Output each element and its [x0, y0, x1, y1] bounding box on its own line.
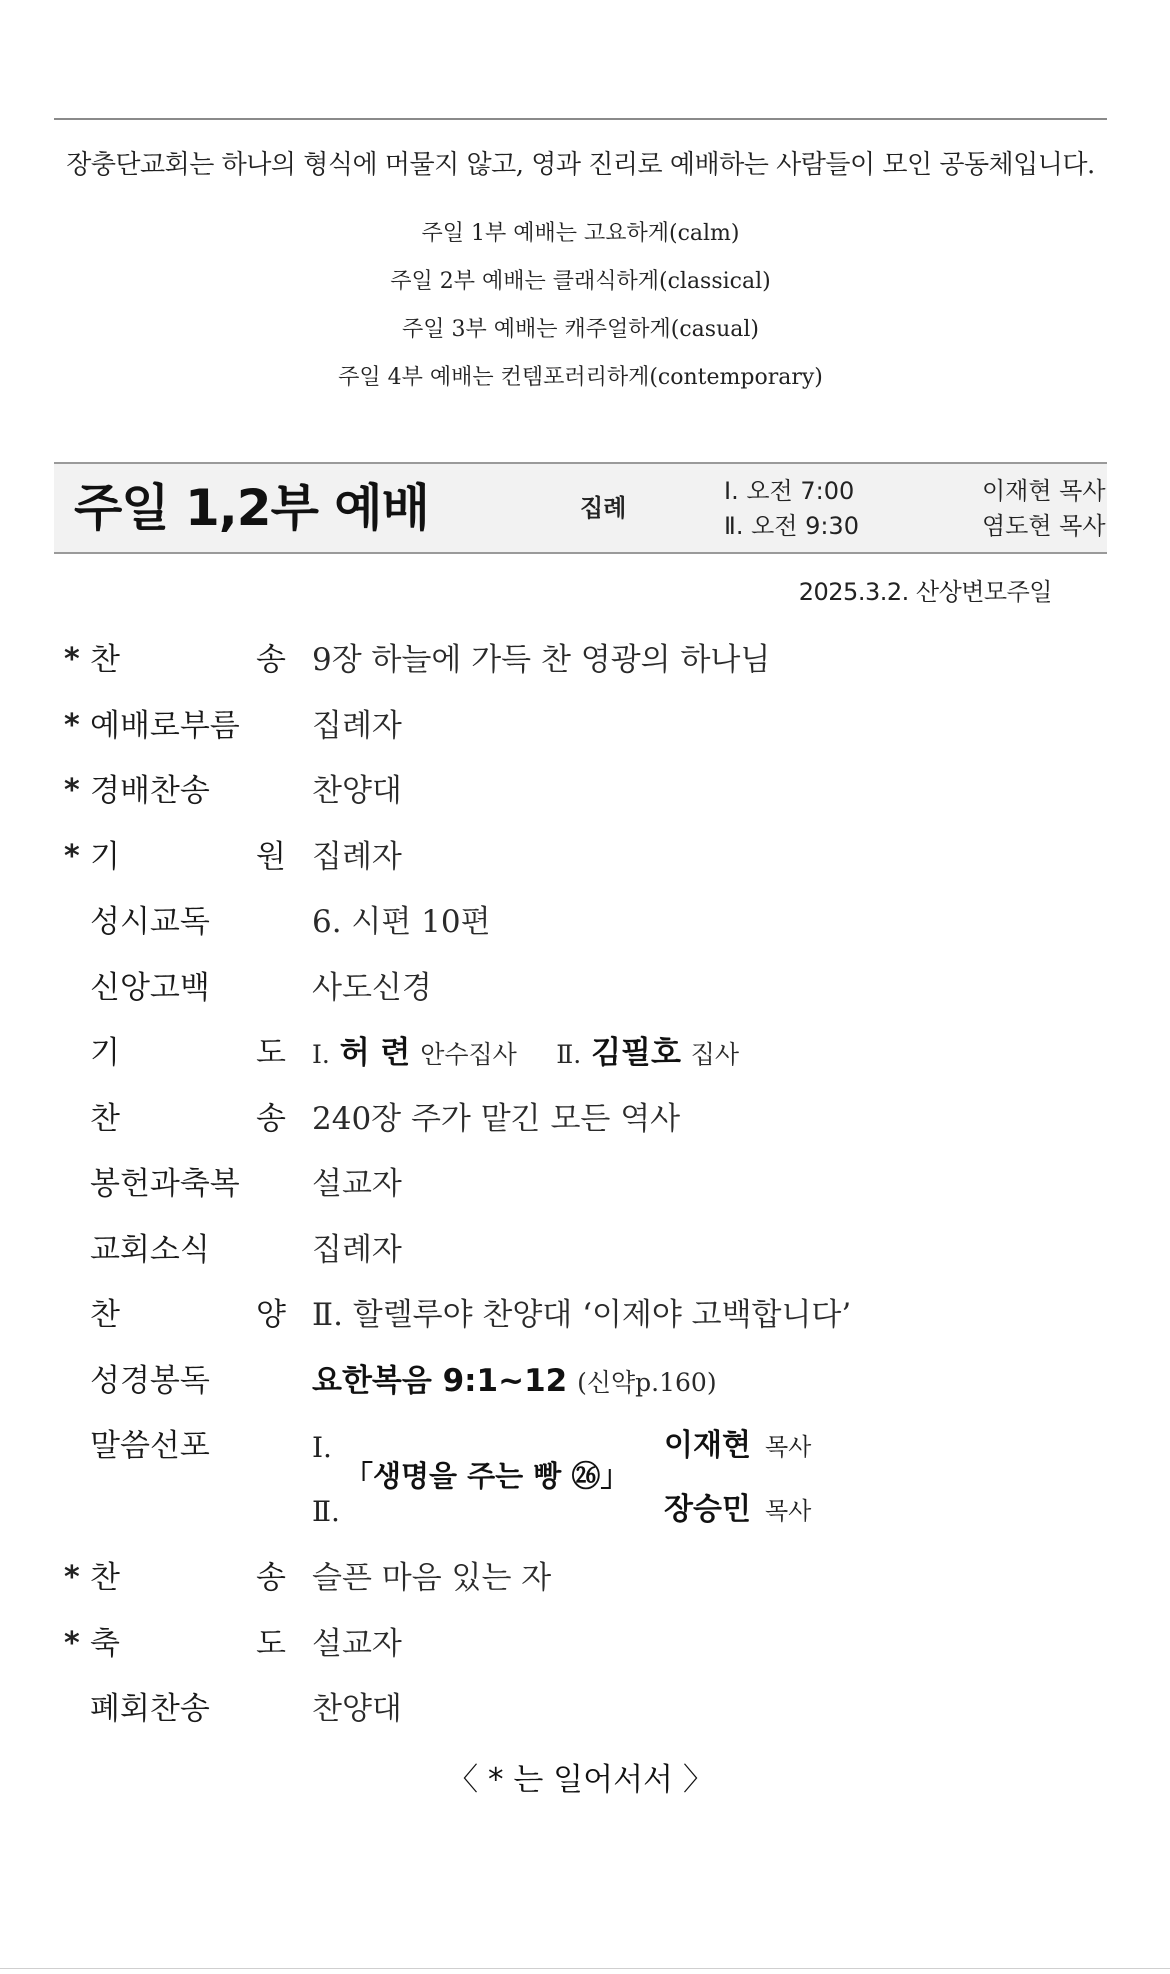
scripture-page: (신약p.160)	[577, 1367, 717, 1397]
sermon-preacher	[664, 1426, 811, 1467]
order-label: 교회소식	[90, 1231, 210, 1268]
preacher-role: 목사	[764, 1497, 812, 1525]
service-style-2: 주일 2부 예배는 클래식하게(classical)	[390, 269, 771, 294]
service-time: Ⅱ. 오전 9:30	[724, 512, 859, 540]
order-label	[90, 1097, 286, 1141]
order-label: 말씀선포	[90, 1428, 210, 1464]
service-header	[54, 462, 1107, 554]
service-time-row	[724, 474, 1124, 509]
order-content: 설교자	[312, 1625, 402, 1662]
order-item-closing-hymn	[64, 1683, 1104, 1749]
order-content: 설교자	[312, 1166, 402, 1202]
service-style-1: 주일 1부 예배는 고요하게(calm)	[421, 221, 740, 246]
order-item-offering	[64, 1158, 1104, 1224]
service-officiant: 이재현 목사	[982, 477, 1106, 505]
service-officiant: 염도현 목사	[982, 512, 1106, 540]
sermon-service-number: Ⅱ.	[312, 1495, 340, 1528]
prayer-leader-role: 안수집사	[420, 1040, 517, 1069]
order-label-char: 축	[90, 1625, 120, 1662]
order-item-prayer	[64, 1027, 1104, 1093]
bottom-divider	[0, 1968, 1170, 1969]
standing-mark: *	[64, 838, 80, 874]
order-label: 신앙고백	[90, 969, 210, 1006]
service-style-3: 주일 3부 예배는 캐주얼하게(casual)	[402, 317, 759, 342]
order-label: 봉헌과축복	[90, 1166, 240, 1202]
order-label-char: 송	[256, 642, 286, 678]
order-item-psalter	[64, 896, 1104, 962]
order-label-char: 찬	[90, 1100, 120, 1137]
order-content: 사도신경	[312, 969, 432, 1006]
standing-mark: *	[64, 1560, 80, 1595]
order-content: 집례자	[312, 707, 402, 744]
preacher-role: 목사	[764, 1433, 812, 1461]
order-content: 집례자	[312, 1231, 402, 1268]
order-content	[312, 1031, 739, 1077]
standing-mark: *	[64, 642, 80, 677]
order-content: 슬픈 마음 있는 자	[312, 1560, 552, 1596]
service-time-row	[724, 509, 1124, 544]
standing-note: 〈 * 는 일어서서 〉	[447, 1762, 714, 1798]
order-label-char: 기	[90, 1035, 120, 1071]
order-item-benediction	[64, 1618, 1104, 1684]
order-item-call-to-worship	[64, 700, 1104, 766]
service-styles	[54, 210, 1107, 402]
order-label: 예배로부름	[90, 707, 240, 744]
order-item-scripture	[64, 1355, 1104, 1421]
order-label-char: 양	[256, 1297, 286, 1333]
order-label: 성경봉독	[90, 1362, 210, 1399]
church-intro: 장충단교회는 하나의 형식에 머물지 않고, 영과 진리로 예배하는 사람들이 모인 공동체입니다.	[66, 150, 1095, 180]
order-label-char: 도	[256, 1625, 286, 1662]
order-label-char: 원	[256, 838, 286, 875]
order-label-char: 도	[256, 1035, 286, 1071]
order-of-worship	[64, 634, 1104, 1749]
order-label	[90, 1622, 286, 1666]
service-title: 주일 1,2부 예배	[74, 479, 429, 537]
officiant-label: 집례	[580, 494, 627, 522]
order-label: 경배찬송	[90, 773, 210, 809]
standing-mark: *	[64, 707, 80, 743]
order-label	[90, 835, 286, 879]
prayer-leader-name: 김필호	[591, 1035, 681, 1071]
order-item-hymn	[64, 634, 1104, 700]
order-item-hymn	[64, 1552, 1104, 1618]
preacher-name: 장승민	[664, 1492, 751, 1527]
order-label-char: 기	[90, 838, 120, 875]
order-content: 240장 주가 맡긴 모든 역사	[312, 1100, 681, 1137]
sermon-title: 「생명을 주는 빵 ㉖」	[344, 1459, 630, 1493]
standing-mark: *	[64, 773, 80, 808]
preacher-name: 이재현	[664, 1428, 751, 1463]
order-content: 집례자	[312, 838, 402, 875]
order-content: 9장 하늘에 가득 찬 영광의 하나님	[312, 642, 771, 678]
order-label: 성시교독	[90, 904, 210, 940]
prayer-number: Ⅱ.	[556, 1040, 582, 1069]
service-times	[724, 474, 1124, 544]
order-item-sermon	[64, 1420, 1104, 1552]
sermon-service-number: Ⅰ.	[312, 1431, 332, 1464]
order-item-invocation	[64, 831, 1104, 897]
order-label: 폐회찬송	[90, 1691, 210, 1727]
order-label-char: 송	[256, 1100, 286, 1137]
standing-mark: *	[64, 1625, 80, 1661]
scripture-reference: 요한복음 9:1~12	[312, 1362, 568, 1399]
prayer-number: Ⅰ.	[312, 1040, 330, 1069]
prayer-leader-name: 허 련	[339, 1035, 411, 1071]
sermon-preacher	[664, 1490, 811, 1531]
order-item-church-news	[64, 1224, 1104, 1290]
top-divider	[54, 118, 1107, 120]
order-item-creed	[64, 962, 1104, 1028]
order-label-char: 찬	[90, 642, 120, 678]
order-label	[90, 1293, 286, 1337]
order-content: 찬양대	[312, 1691, 402, 1727]
order-item-doxology	[64, 765, 1104, 831]
service-style-4: 주일 4부 예배는 컨템포러리하게(contemporary)	[338, 365, 823, 390]
order-item-hymn	[64, 1093, 1104, 1159]
order-label	[90, 1556, 286, 1600]
order-content	[312, 1359, 717, 1405]
order-content: 6. 시편 10편	[312, 904, 491, 940]
order-label	[90, 1031, 286, 1075]
order-item-anthem	[64, 1289, 1104, 1355]
service-date: 2025.3.2. 산상변모주일	[798, 578, 1052, 606]
prayer-leader-role: 집사	[690, 1040, 740, 1069]
order-label-char: 송	[256, 1560, 286, 1596]
order-label	[90, 638, 286, 682]
service-time: Ⅰ. 오전 7:00	[724, 477, 855, 505]
order-label-char: 찬	[90, 1297, 120, 1333]
order-content: Ⅱ. 할렐루야 찬양대 ‘이제야 고백합니다’	[312, 1297, 852, 1333]
order-label-char: 찬	[90, 1560, 120, 1596]
order-content: 찬양대	[312, 773, 402, 809]
